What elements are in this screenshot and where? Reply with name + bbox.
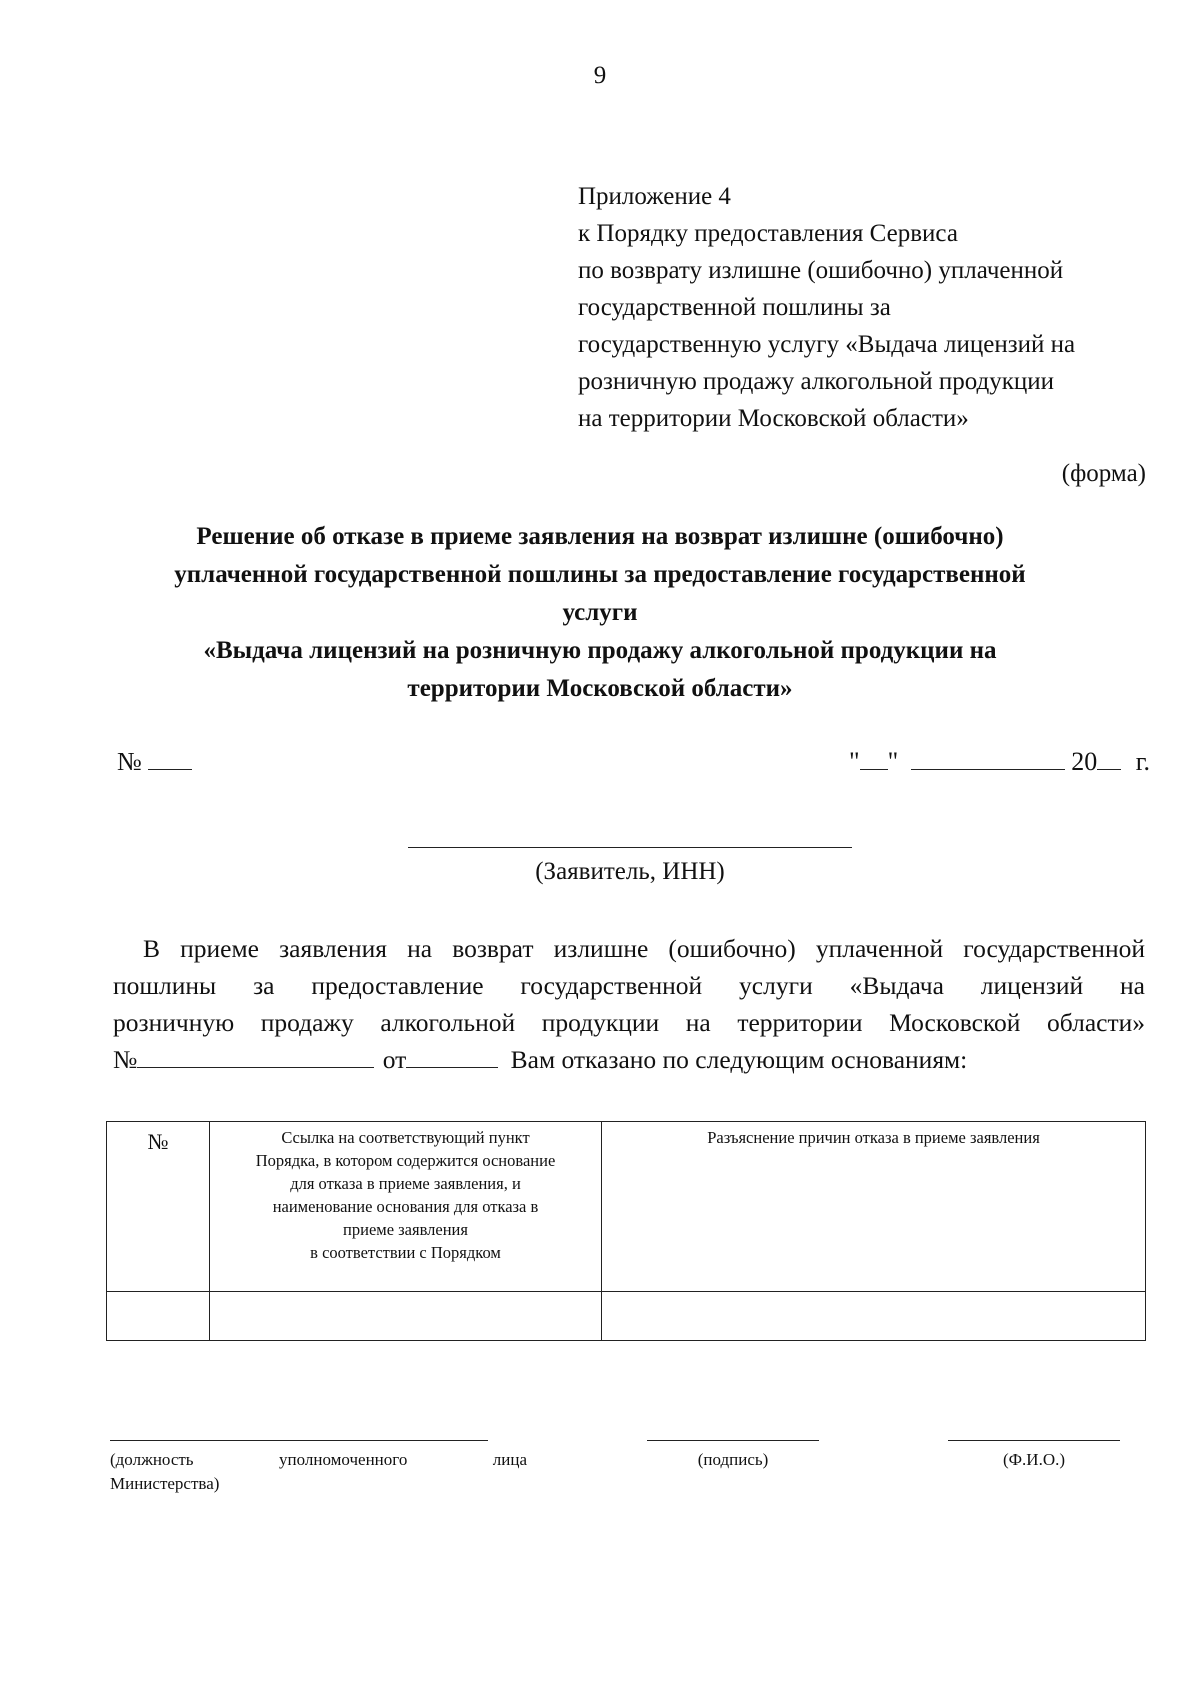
applicant-line [408, 847, 852, 848]
body-line: В приеме заявления на возврат излишне (ошибочно) уплаченной государственной [143, 934, 1145, 963]
reference-line: приеме заявления [343, 1220, 468, 1239]
request-number-label: № [113, 1045, 138, 1074]
position-word: (должность [110, 1450, 194, 1469]
title-line: уплаченной государственной пошлины за предоставление государственной [174, 561, 1026, 588]
request-date-label: от [382, 1045, 407, 1074]
body-line: розничную продажу алкогольной продукции на территории Московской области» [113, 1008, 1145, 1037]
appendix-line: государственной пошлины за [578, 294, 891, 321]
reference-line: наименование основания для отказа в [272, 1197, 539, 1216]
refusal-text: Вам отказано по следующим основаниям: [510, 1045, 968, 1074]
position-word: лица [492, 1450, 528, 1469]
grounds-table [106, 1121, 1146, 1341]
title-line: территории Московской области» [407, 675, 793, 702]
col-number-header: № [107, 1122, 210, 1292]
year-prefix: 20 [1071, 747, 1098, 776]
table-cell[interactable] [107, 1292, 210, 1341]
decision-date [849, 745, 1150, 777]
reference-line: в соответствии с Порядком [310, 1243, 501, 1262]
title-line: «Выдача лицензий на розничную продажу алкогольной продукции на [203, 637, 997, 664]
sign-caption: (подпись) [697, 1450, 769, 1469]
col-reference-header [210, 1122, 602, 1292]
title-line: Решение об отказе в приеме заявления на возврат излишне (ошибочно) [196, 523, 1004, 550]
reference-line: для отказа в приеме заявления, и [290, 1174, 521, 1193]
body-line-last [113, 1041, 1145, 1078]
position-caption-line2: Министерства) [110, 1474, 220, 1493]
year-suffix: г. [1135, 747, 1150, 776]
form-label: (форма) [1061, 460, 1146, 487]
page-number: 9 [593, 62, 607, 89]
position-caption [110, 1448, 527, 1472]
fio-caption: (Ф.И.О.) [1002, 1450, 1066, 1469]
table-header-row [107, 1122, 1146, 1292]
decision-number [117, 745, 192, 777]
number-blank [148, 745, 192, 770]
applicant-caption: (Заявитель, ИНН) [535, 858, 725, 885]
request-date-blank [406, 1043, 498, 1068]
appendix-line: на территории Московской области» [578, 405, 969, 432]
title-line: услуги [562, 599, 638, 626]
appendix-header [578, 178, 1075, 437]
table-row [107, 1292, 1146, 1341]
day-blank [860, 745, 888, 770]
position-word: уполномоченного [279, 1450, 408, 1469]
number-label: № [117, 747, 142, 776]
table-cell[interactable] [210, 1292, 602, 1341]
body-paragraph [113, 930, 1145, 1078]
date-quote-close: " [887, 747, 899, 776]
reference-line: Ссылка на соответствующий пункт [281, 1128, 530, 1147]
reference-line: Порядка, в котором содержится основание [255, 1151, 556, 1170]
position-signature-line [110, 1440, 488, 1441]
table-cell[interactable] [602, 1292, 1146, 1341]
appendix-line: государственную услугу «Выдача лицензий на [578, 331, 1076, 358]
year-blank [1097, 745, 1121, 770]
body-line: пошлины за предоставление государственной услуги «Выдача лицензий на [113, 971, 1145, 1000]
appendix-line: по возврату излишне (ошибочно) уплаченной [578, 257, 1064, 284]
sign-signature-line [647, 1440, 819, 1441]
request-number-blank [137, 1043, 374, 1068]
col-explanation-header: Разъяснение причин отказа в приеме заявления [602, 1122, 1146, 1292]
appendix-line: к Порядку предоставления Сервиса [578, 220, 958, 247]
month-blank [911, 745, 1065, 770]
appendix-line: розничную продажу алкогольной продукции [578, 368, 1055, 395]
appendix-line: Приложение 4 [578, 183, 731, 210]
date-quote-open: " [849, 747, 860, 776]
fio-signature-line [948, 1440, 1120, 1441]
document-title [100, 518, 1100, 708]
